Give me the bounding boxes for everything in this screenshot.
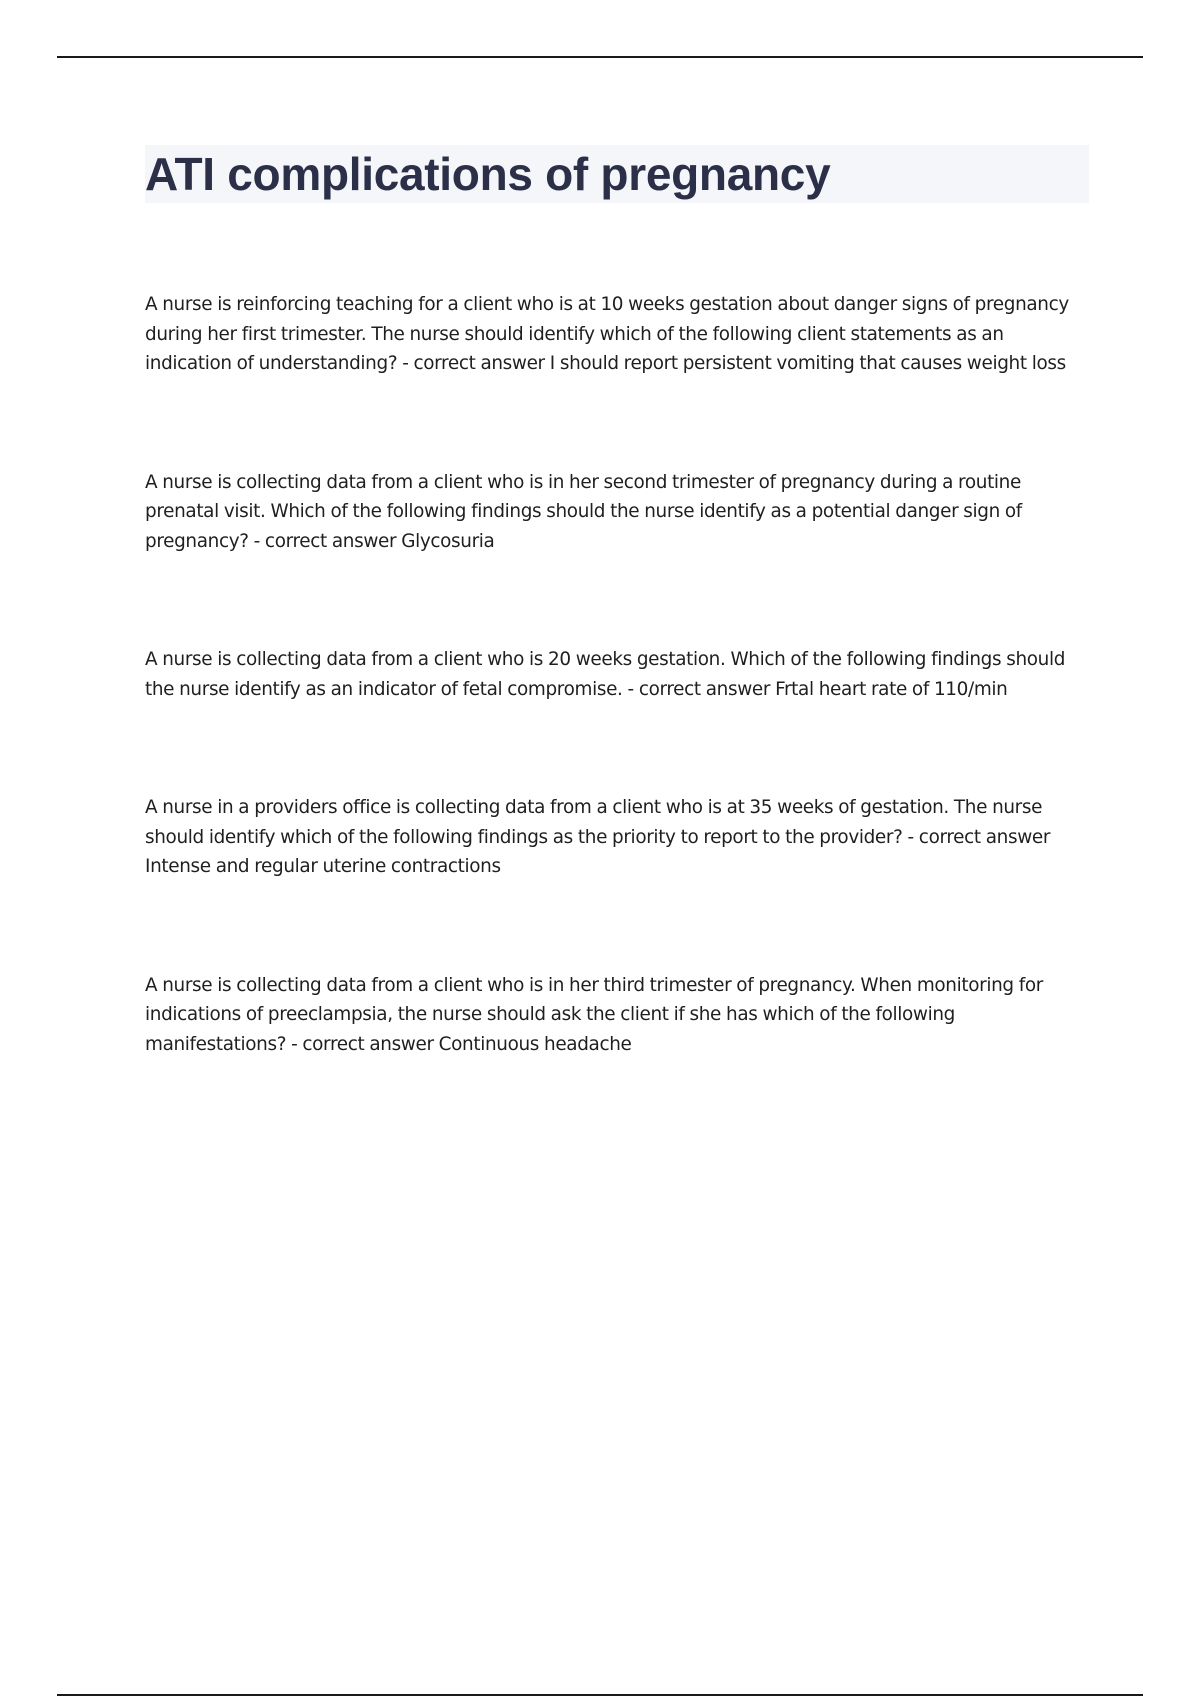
question-answer-item: A nurse in a providers office is collecting data from a client who is at 35 weeks of gestation. The nurse should identify which of the following findings as the priority to report to the provider? - correct answer Intense and regular uterine contractions (145, 797, 1051, 877)
question-answer-item: A nurse is collecting data from a client who is in her second trimester of pregnancy during a routine prenatal visit. Which of the following findings should the nurse identify as a potential danger sign of pregnancy? - correct answer Glycosuria (145, 471, 1022, 552)
footer-rule (57, 1694, 1143, 1696)
header-rule (57, 56, 1143, 58)
question-list (145, 290, 1093, 1148)
question-answer-item: A nurse is collecting data from a client who is 20 weeks gestation. Which of the following findings should the nurse identify as an indicator of fetal compromise. - correct answer Frtal heart rate of 110/min (145, 649, 1066, 700)
page-title: ATI complications of pregnancy (145, 148, 831, 200)
question-answer-item: A nurse is reinforcing teaching for a client who is at 10 weeks gestation about danger signs of pregnancy during her first trimester. The nurse should identify which of the following client statements as an indication of understanding? - correct answer I should report persistent vomiting that causes weight loss (145, 294, 1069, 374)
question-answer-item: A nurse is collecting data from a client who is in her third trimester of pregnancy. When monitoring for indications of preeclampsia, the nurse should ask the client if she has which of the following manifestations? - correct answer Continuous headache (145, 974, 1043, 1055)
